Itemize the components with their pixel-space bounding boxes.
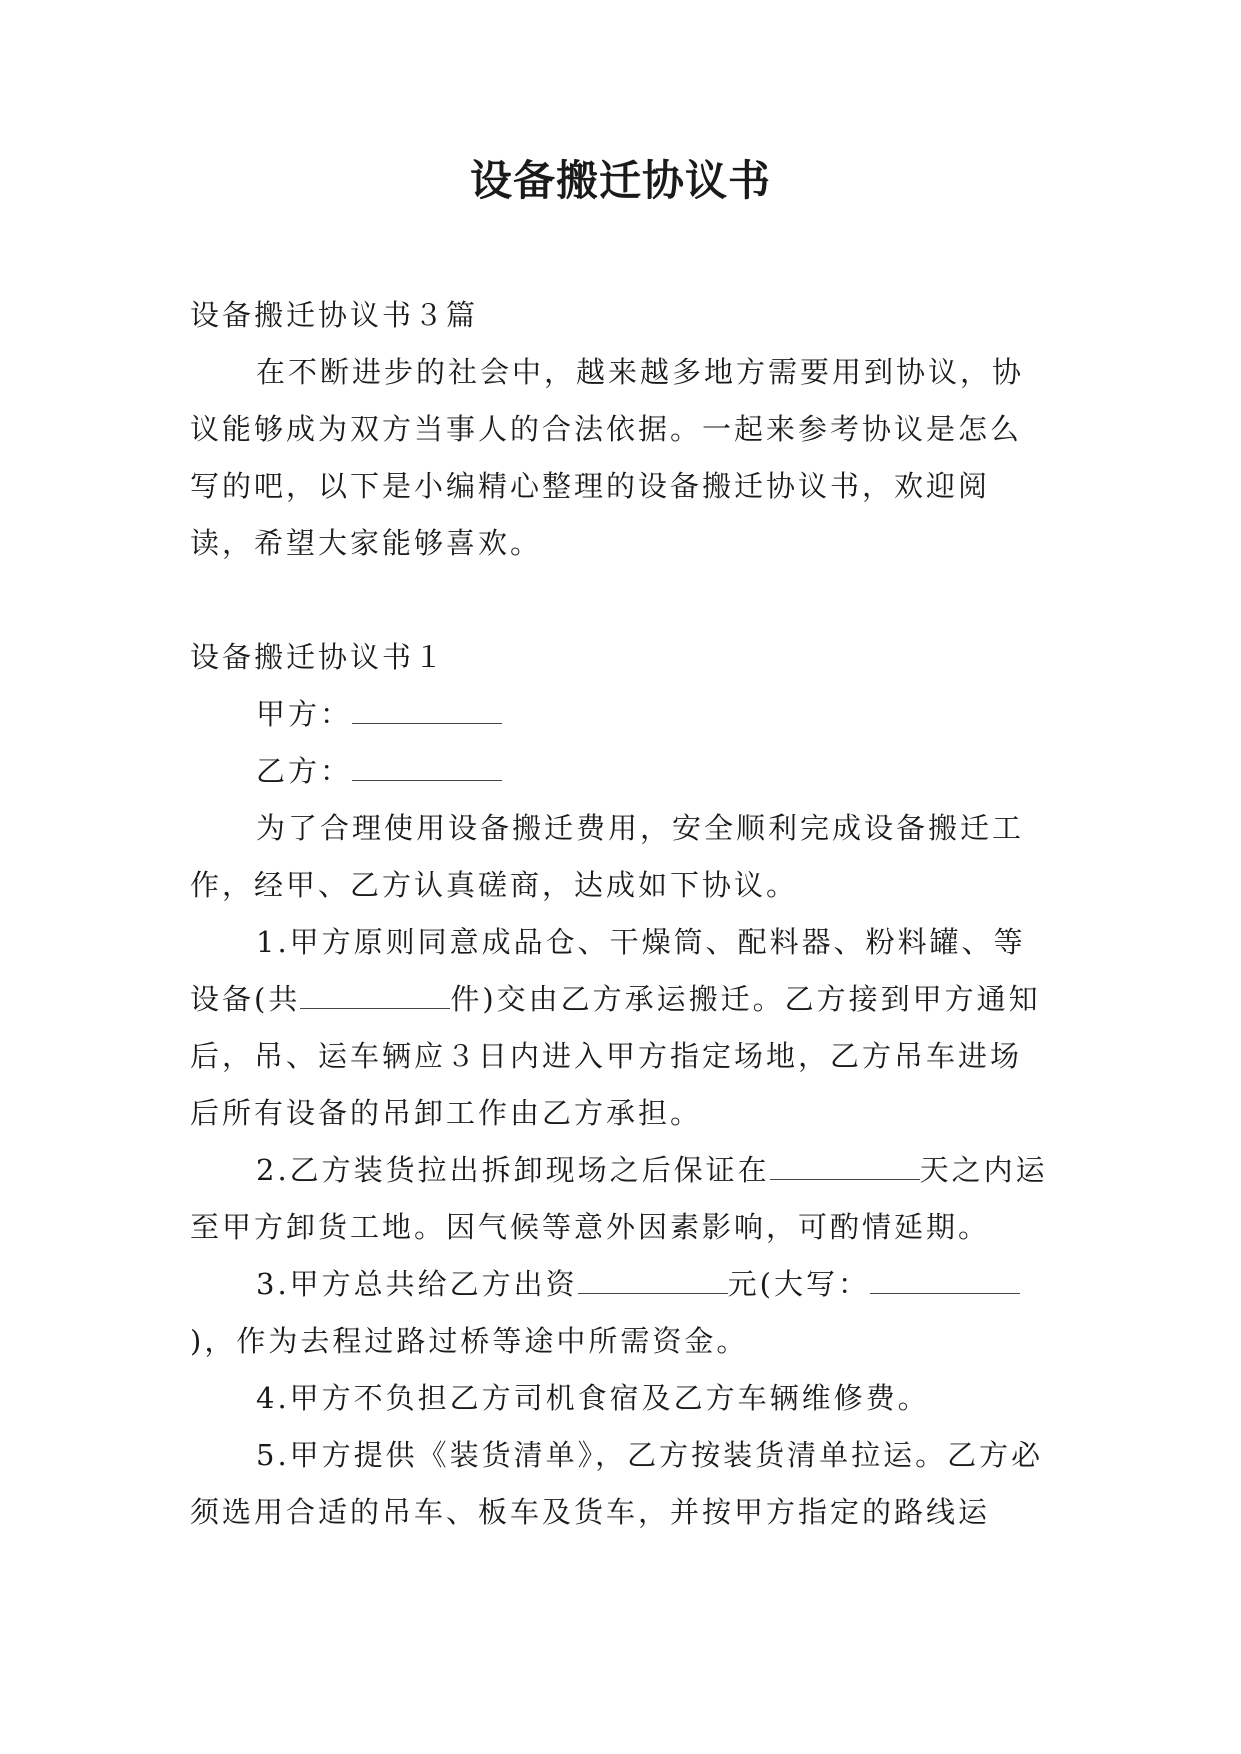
party-a-label: 甲方： [256,697,353,731]
clause-3-text-c: )，作为去程过路过桥等途中所需资金。 [190,1324,749,1358]
clause-3-text-b: 元(大写： [727,1267,870,1301]
party-b-label: 乙方： [256,754,353,788]
paragraph-spacer [190,572,1050,629]
clause-3-amount-blank [578,1267,728,1294]
party-b-line [190,743,1050,800]
clause-2-text-b: 天之内运至甲方卸货工地。因气候等意外因素影响，可酌情延期。 [190,1153,1048,1244]
clause-2-text-a: 2.乙方装货拉出拆卸现场之后保证在 [256,1153,770,1187]
clause-5: 5.甲方提供《装货清单》，乙方按装货清单拉运。乙方必须选用合适的吊车、板车及货车，并按甲方指定的路线运 [190,1438,1044,1529]
clause-4: 4.甲方不负担乙方司机食宿及乙方车辆维修费。 [256,1381,930,1415]
party-b-blank [352,754,502,781]
intro-paragraph: 在不断进步的社会中，越来越多地方需要用到协议，协议能够成为双方当事人的合法依据。一起来参考协议是怎么写的吧，以下是小编精心整理的设备搬迁协议书，欢迎阅读，希望大家能够喜欢。 [190,355,1025,560]
clause-1 [190,914,1050,1142]
clause-3-uppercase-blank [870,1267,1020,1294]
clause-3-text-a: 3.甲方总共给乙方出资 [256,1267,578,1301]
clause-1-text-b: 件)交由乙方承运搬迁。乙方接到甲方通知后，吊、运车辆应３日内进入甲方指定场地，乙方吊车进场后所有设备的吊卸工作由乙方承担。 [190,982,1041,1130]
document-body [190,287,1050,1541]
preamble-paragraph: 为了合理使用设备搬迁费用，安全顺利完成设备搬迁工作，经甲、乙方认真磋商，达成如下协议。 [190,811,1025,902]
document-subtitle: 设备搬迁协议书３篇 [190,298,479,332]
section-heading: 设备搬迁协议书１ [190,640,447,674]
party-a-blank [352,697,502,724]
party-a-line [190,686,1050,743]
document-title: 设备搬迁协议书 [469,156,771,205]
clause-1-text-a: 1.甲方原则同意成品仓、干燥筒、配料器、粉料罐、等设备(共 [190,925,1026,1016]
clause-3 [190,1256,1050,1370]
clause-2 [190,1142,1050,1256]
clause-2-blank [770,1153,920,1180]
clause-1-blank [300,982,450,1009]
